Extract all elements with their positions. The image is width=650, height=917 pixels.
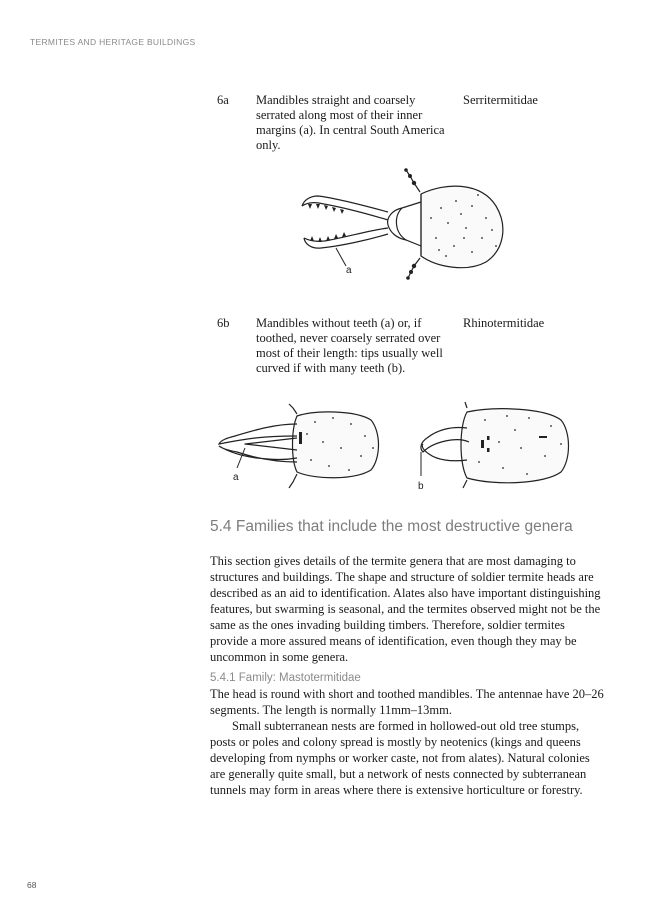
page-number: 68 <box>27 880 37 890</box>
key-number: 6a <box>217 93 229 107</box>
key-description: Mandibles without teeth (a) or, if toothed, never coarsely serrated over most of their length: tips usually well curved if with many teeth (b). <box>256 316 443 375</box>
figure-label: b <box>418 481 424 492</box>
key-family: Serritermitidae <box>463 93 538 107</box>
figure-label: a <box>346 265 352 276</box>
running-header: TERMITES AND HERITAGE BUILDINGS <box>30 37 196 47</box>
figure-label: a <box>233 472 239 483</box>
section-intro-paragraph: This section gives details of the termite genera that are most damaging to structures and buildings. The shape and structure of soldier termite heads are described as an aid to identification. Alates also have important distinguishing features, but swarming is seasonal, and the termites observed might not be the same as the ones invading building timbers. Therefore, soldier termites provide a more assured means of identification, even though they may be uncommon in some genera. <box>210 554 601 664</box>
key-number: 6b <box>217 316 230 330</box>
section-heading: 5.4 Families that include the most destructive genera <box>210 518 573 535</box>
subsection-paragraph-2: Small subterranean nests are formed in hollowed-out old tree stumps, posts or poles and colony spread is mostly by neotenics (kings and queens developing from nymphs or worker caste, not from alates). Natural colonies are generally quite small, but a network of nests connected by subterranean tunnels may form in areas where there is extensive horticulture or forestry. <box>210 719 590 797</box>
rhinotermitidae-heads-illustration <box>215 402 575 494</box>
serritermitidae-head-illustration <box>296 168 511 280</box>
key-family: Rhinotermitidae <box>463 316 545 330</box>
subsection-heading: 5.4.1 Family: Mastotermitidae <box>210 672 361 684</box>
key-description: Mandibles straight and coarsely serrated along most of their inner margins (a). In central South America only. <box>256 93 445 152</box>
subsection-paragraph-1: The head is round with short and toothed mandibles. The antennae have 20–26 segments. The length is normally 11mm–13mm. <box>210 687 604 717</box>
